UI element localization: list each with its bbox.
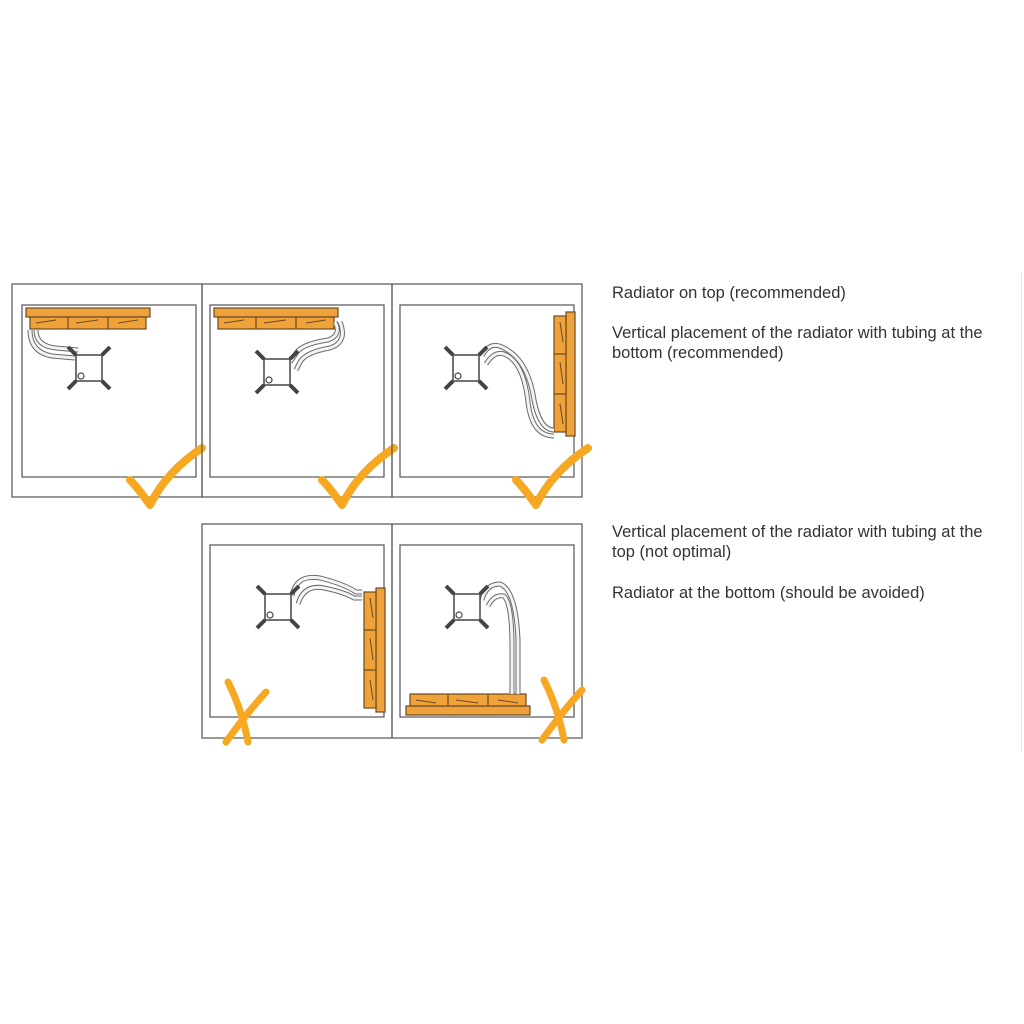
radiator-icon — [364, 588, 385, 712]
pump-icon — [446, 586, 488, 628]
cross-icon — [542, 680, 582, 740]
pump-icon — [445, 347, 487, 389]
pump-icon — [256, 351, 298, 393]
radiator-icon — [554, 312, 575, 436]
radiator-icon — [26, 308, 150, 329]
pump-icon — [257, 586, 299, 628]
panel-radiator-vertical-tubes-bottom — [392, 284, 588, 505]
cross-icon — [226, 682, 266, 742]
pump-icon — [68, 347, 110, 389]
panel-radiator-top-front — [202, 284, 394, 505]
caption-vertical-tubes-bottom: Vertical placement of the radiator with tubing at the bottom (recommended) — [612, 324, 983, 362]
caption-vertical-tubes-top: Vertical placement of the radiator with tubing at the top (not optimal) — [612, 523, 983, 561]
caption-radiator-bottom: Radiator at the bottom (should be avoided) — [612, 584, 925, 602]
divider — [1021, 272, 1022, 752]
caption-radiator-top: Radiator on top (recommended) — [612, 284, 846, 302]
radiator-icon — [406, 694, 530, 715]
radiator-icon — [214, 308, 338, 329]
panel-radiator-vertical-tubes-top — [202, 524, 392, 742]
panel-radiator-top — [12, 284, 202, 505]
panel-radiator-bottom — [392, 524, 582, 740]
